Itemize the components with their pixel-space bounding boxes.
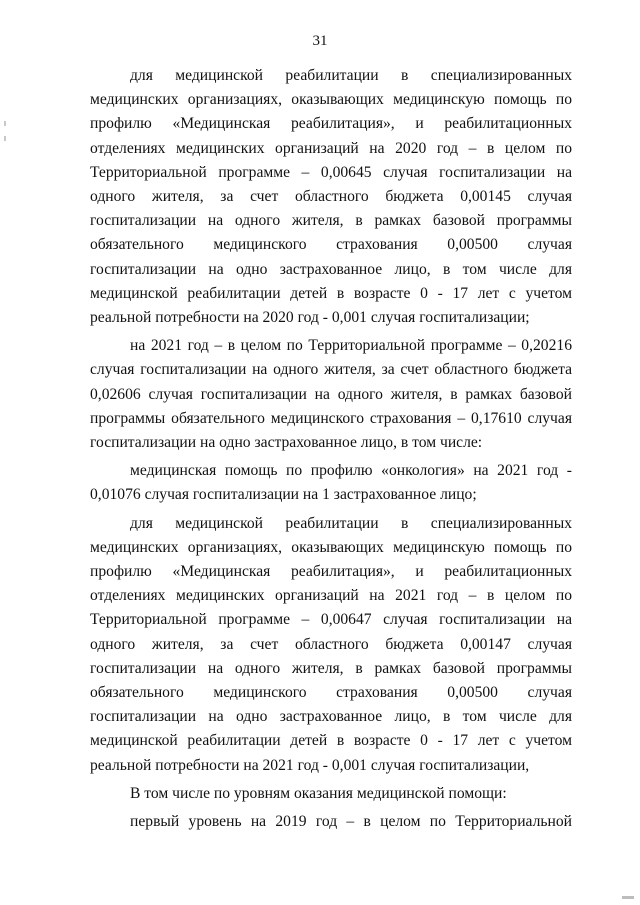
paragraph-oncology-2021: медицинская помощь по профилю «онкология» на 2021 год - 0,01076 случая госпитализации на 1 застрахованное лицо; bbox=[90, 462, 572, 504]
scan-corner-mark bbox=[622, 896, 634, 899]
paragraph-rehab-2021: для медицинской реабилитации в специализированных медицинских организациях, оказывающих медицинскую помощь по профилю «Медицинская реабилитация», и реабилитационных отделениях медицинских организаций на 2021 год – в целом по Территориальной программе – 0,00647 случая госпитализации на одного жителя, за счет областного бюджета 0,00147 случая госпитализации на одного жителя, в рамках базовой программы обязательного медицинского страхования 0,00500 случая госпитализации на одно застрахованное лицо, в том числе для медицинской реабилитации детей в возрасте 0 - 17 лет с учетом реальной потребности на 2021 год - 0,001 случая госпитализации, bbox=[90, 514, 572, 774]
document-body bbox=[90, 64, 572, 838]
scan-margin-mark bbox=[4, 136, 6, 141]
paragraph-rehab-2020: для медицинской реабилитации в специализированных медицинских организациях, оказывающих медицинскую помощь по профилю «Медицинская реабилитация», и реабилитационных отделениях медицинских организаций на 2020 год – в целом по Территориальной программе – 0,00645 случая госпитализации на одного жителя, за счет областного бюджета 0,00145 случая госпитализации на одного жителя, в рамках базовой программы обязательного медицинского страхования 0,00500 случая госпитализации на одно застрахованное лицо, в том числе для медицинской реабилитации детей в возрасте 0 - 17 лет с учетом реальной потребности на 2020 год - 0,001 случая госпитализации; bbox=[90, 67, 572, 327]
scan-margin-mark bbox=[4, 121, 6, 126]
paragraph-2021-total: на 2021 год – в целом по Территориальной программе – 0,20216 случая госпитализации на одного жителя, за счет областного бюджета 0,02606 случая госпитализации на одного жителя, в рамках базовой программы обязательного медицинского страхования – 0,17610 случая госпитализации на одно застрахованное лицо, в том числе: bbox=[90, 337, 572, 452]
paragraph-first-level: первый уровень на 2019 год – в целом по Территориальной bbox=[130, 813, 572, 831]
page-number: 31 bbox=[312, 33, 328, 49]
paragraph-care-levels: В том числе по уровням оказания медицинской помощи: bbox=[130, 784, 507, 802]
